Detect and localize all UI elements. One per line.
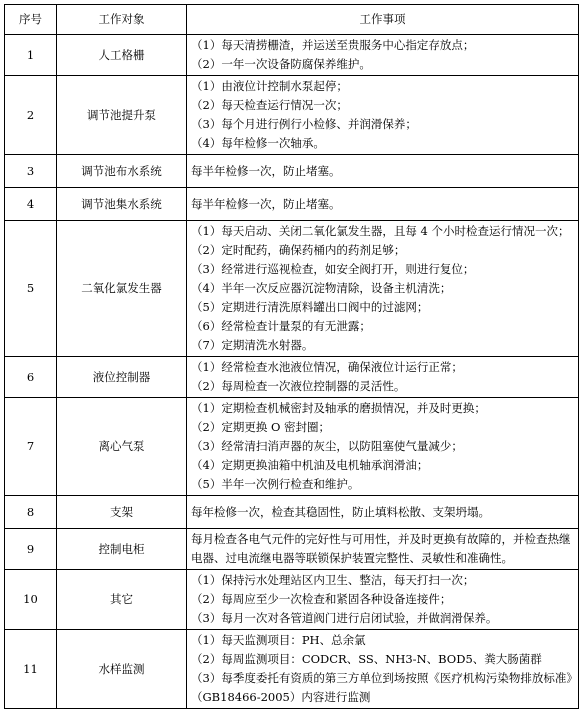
row-object: 水样监测 bbox=[57, 630, 187, 709]
table-row bbox=[5, 529, 579, 570]
table-row bbox=[5, 496, 579, 529]
row-object: 调节池提升泵 bbox=[57, 76, 187, 155]
table-row bbox=[5, 357, 579, 398]
row-items bbox=[187, 35, 579, 76]
item-line: （1）每天清捞栅渣，并运送至贵服务中心指定存放点； bbox=[191, 38, 475, 52]
row-items bbox=[187, 188, 579, 221]
item-line: （2）每天检查运行情况一次； bbox=[191, 98, 348, 112]
row-items bbox=[187, 570, 579, 630]
row-object: 二氧化氯发生器 bbox=[57, 221, 187, 357]
row-number: 2 bbox=[5, 76, 57, 155]
row-number: 9 bbox=[5, 529, 57, 570]
item-line: （4）定期更换油箱中机油及电机轴承润滑油； bbox=[191, 458, 429, 472]
item-line: （7）定期清洗水射器。 bbox=[191, 338, 314, 352]
row-object: 其它 bbox=[57, 570, 187, 630]
row-items bbox=[187, 76, 579, 155]
item-line: （3）每个月进行例行小检修、并润滑保养； bbox=[191, 117, 417, 131]
item-line: （6）经常检查计量泵的有无泄露； bbox=[191, 319, 371, 333]
table-header-row bbox=[5, 5, 579, 35]
row-object: 控制电柜 bbox=[57, 529, 187, 570]
row-number: 3 bbox=[5, 155, 57, 188]
row-number: 10 bbox=[5, 570, 57, 630]
table-row bbox=[5, 630, 579, 709]
item-line: 每月检查各电气元件的完好性与可用性，并及时更换有故障的，并检查热继电器、过电流继电器等联锁保护装置完整性、灵敏性和准确性。 bbox=[191, 532, 571, 565]
row-object: 离心气泵 bbox=[57, 398, 187, 496]
row-object: 支架 bbox=[57, 496, 187, 529]
row-items bbox=[187, 398, 579, 496]
table-row bbox=[5, 155, 579, 188]
table-row bbox=[5, 570, 579, 630]
row-items bbox=[187, 630, 579, 709]
row-number: 11 bbox=[5, 630, 57, 709]
item-line: 每半年检修一次，防止堵塞。 bbox=[191, 196, 341, 211]
item-line: （3）每月一次对各管道阀门进行启闭试验，并做润滑保养。 bbox=[191, 611, 498, 625]
item-line: （5）半年一次例行检查和维护。 bbox=[191, 477, 360, 491]
item-line: （1）定期检查机械密封及轴承的磨损情况，并及时更换； bbox=[191, 401, 486, 415]
table-row bbox=[5, 35, 579, 76]
row-items bbox=[187, 221, 579, 357]
item-line: （2）每周监测项目：CODCR、SS、NH3-N、BOD5、粪大肠菌群 bbox=[191, 652, 542, 666]
item-line: （1）保持污水处理站区内卫生、整洁，每天打扫一次； bbox=[191, 573, 475, 587]
item-line: （1）由液位计控制水泵起停； bbox=[191, 79, 348, 93]
item-line: 每年检修一次，检查其稳固性，防止填料松散、支架坍塌。 bbox=[191, 504, 490, 519]
item-line: （1）经常检查水池液位情况，确保液位计运行正常； bbox=[191, 360, 463, 374]
row-number: 1 bbox=[5, 35, 57, 76]
row-items bbox=[187, 529, 579, 570]
table-row bbox=[5, 398, 579, 496]
row-object: 调节池布水系统 bbox=[57, 155, 187, 188]
header-object: 工作对象 bbox=[57, 5, 187, 35]
row-object: 调节池集水系统 bbox=[57, 188, 187, 221]
row-number: 4 bbox=[5, 188, 57, 221]
table-row bbox=[5, 76, 579, 155]
row-number: 8 bbox=[5, 496, 57, 529]
item-line: （2）定时配药，确保药桶内的药剂足够； bbox=[191, 243, 406, 257]
item-line: （1）每天启动、关闭二氧化氯发生器，且每 4 个小时检查运行情况一次； bbox=[191, 224, 570, 238]
header-items: 工作事项 bbox=[187, 5, 579, 35]
item-line: （3）经常清扫消声器的灰尘，以防阻塞使气量减少； bbox=[191, 439, 463, 453]
item-line: （4）每年检修一次轴承。 bbox=[191, 136, 325, 150]
item-line: （3）经常进行巡视检查，如安全阀打开，则进行复位； bbox=[191, 262, 475, 276]
item-line: （4）半年一次反应器沉淀物清除，设备主机清洗； bbox=[191, 281, 452, 295]
item-line: （5）定期进行清洗原料罐出口阀中的过滤网； bbox=[191, 300, 429, 314]
item-line: （2）定期更换 O 密封圈； bbox=[191, 420, 331, 434]
row-object: 人工格栅 bbox=[57, 35, 187, 76]
item-line: （1）每天监测项目：PH、总余氯 bbox=[191, 633, 366, 647]
row-object: 液位控制器 bbox=[57, 357, 187, 398]
row-items bbox=[187, 496, 579, 529]
item-line: （2）一年一次设备防腐保养维护。 bbox=[191, 57, 371, 71]
item-line: （3）每季度委托有资质的第三方单位到场按照《医疗机构污染物排放标准》（GB18466-2005）内容进行监测 bbox=[191, 671, 573, 704]
row-number: 5 bbox=[5, 221, 57, 357]
table-row bbox=[5, 221, 579, 357]
item-line: （2）每周应至少一次检查和紧固各种设备连接件； bbox=[191, 592, 452, 606]
row-number: 6 bbox=[5, 357, 57, 398]
item-line: （2）每周检查一次液位控制器的灵活性。 bbox=[191, 379, 406, 393]
header-no: 序号 bbox=[5, 5, 57, 35]
row-items bbox=[187, 155, 579, 188]
table-row bbox=[5, 188, 579, 221]
item-line: 每半年检修一次，防止堵塞。 bbox=[191, 163, 341, 178]
row-items bbox=[187, 357, 579, 398]
row-number: 7 bbox=[5, 398, 57, 496]
maintenance-table bbox=[4, 4, 579, 709]
